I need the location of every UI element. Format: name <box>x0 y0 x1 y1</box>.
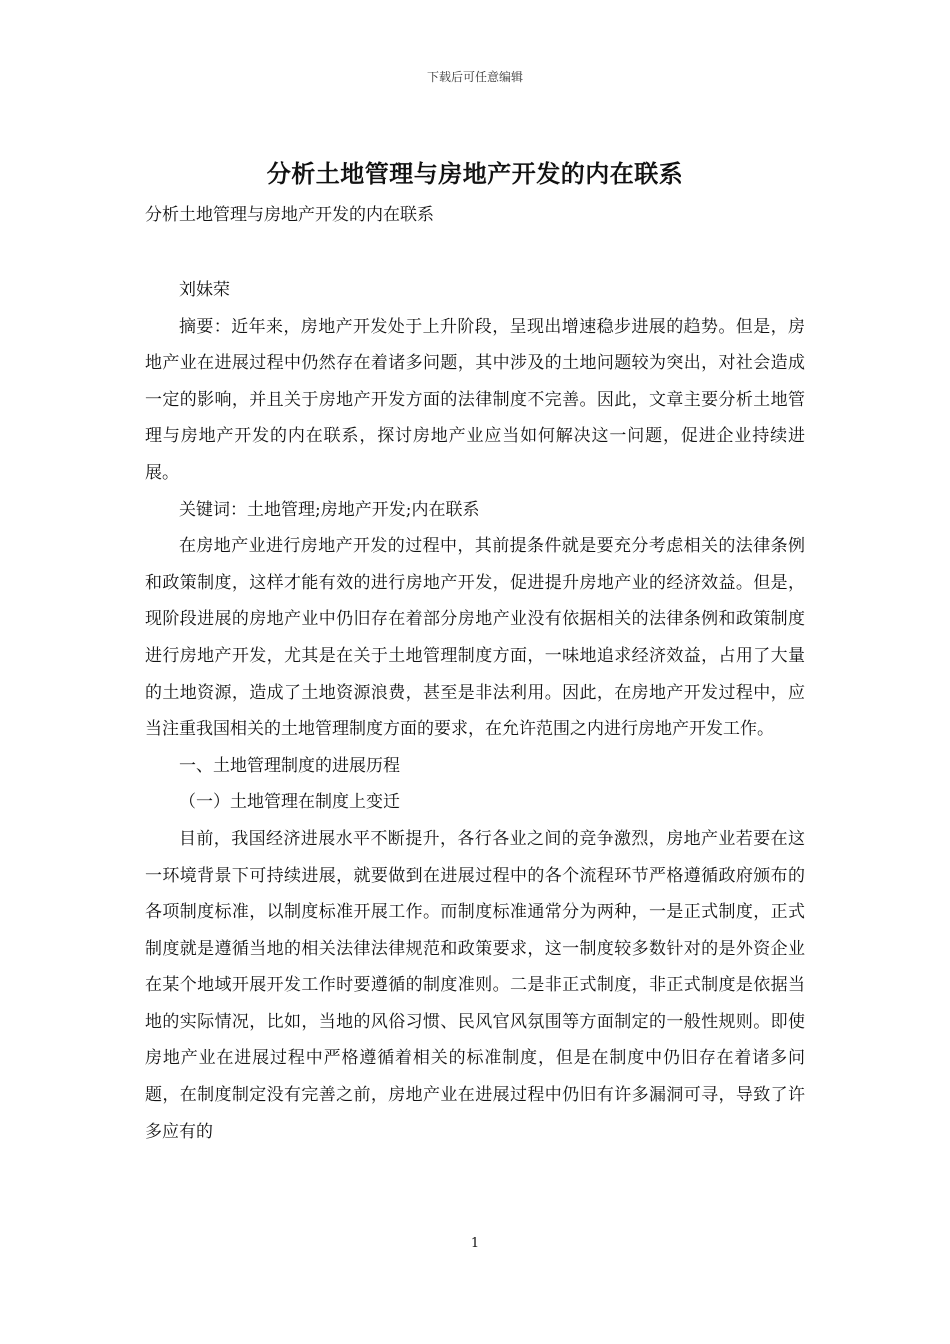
subsection-heading: （一）土地管理在制度上变迁 <box>179 792 400 813</box>
header-note: 下载后可任意编辑 <box>426 70 523 84</box>
intro-paragraph: 在房地产业进行房地产开发的过程中，其前提条件就是要充分考虑相关的法律条例和政策制度，这样才能有效的进行房地产开发，促进提升房地产业的经济效益。但是，现阶段进展的房地产业中仍旧存在着部分房地产业没有依据相关的法律条例和政策制度进行房地产开发，尤其是在关于土地管理制度方面，一味地追求经济效益，占用了大量的土地资源，造成了土地资源浪费，甚至是非法利用。因此，在房地产开发过程中，应当注重我国相关的土地管理制度方面的要求，在允许范围之内进行房地产开发工作。 <box>145 536 805 740</box>
subsection-paragraph: 目前，我国经济进展水平不断提升，各行各业之间的竞争激烈，房地产业若要在这一环境背景下可持续进展，就要做到在进展过程中的各个流程环节严格遵循政府颁布的各项制度标准，以制度标准开展工作。而制度标准通常分为两种，一是正式制度，正式制度就是遵循当地的相关法律法律规范和政策要求，这一制度较多数针对的是外资企业在某个地域开展开发工作时要遵循的制度准则。二是非正式制度，非正式制度是依据当地的实际情况，比如，当地的风俗习惯、民风官风氛围等方面制定的一般性规则。即使房地产业在进展过程中严格遵循着相关的标准制度，但是在制度中仍旧存在着诸多问题，在制度制定没有完善之前，房地产业在进展过程中仍旧有许多漏洞可寻，导致了许多应有的 <box>145 828 805 1142</box>
section-heading: 一、土地管理制度的进展历程 <box>179 755 400 776</box>
document-body <box>145 272 805 1150</box>
keywords-line: 关键词：土地管理;房地产开发;内在联系 <box>179 499 480 520</box>
document-title: 分析土地管理与房地产开发的内在联系 <box>266 159 684 188</box>
abstract-paragraph: 摘要：近年来，房地产开发处于上升阶段，呈现出增速稳步进展的趋势。但是，房地产业在进展过程中仍然存在着诸多问题，其中涉及的土地问题较为突出，对社会造成一定的影响，并且关于房地产开发方面的法律制度不完善。因此，文章主要分析土地管理与房地产开发的内在联系，探讨房地产业应当如何解决这一问题，促进企业持续进展。 <box>145 316 805 483</box>
author-line: 刘妹荣 <box>179 280 230 300</box>
document-subtitle: 分析土地管理与房地产开发的内在联系 <box>145 205 434 225</box>
page-number: 1 <box>470 1236 480 1251</box>
